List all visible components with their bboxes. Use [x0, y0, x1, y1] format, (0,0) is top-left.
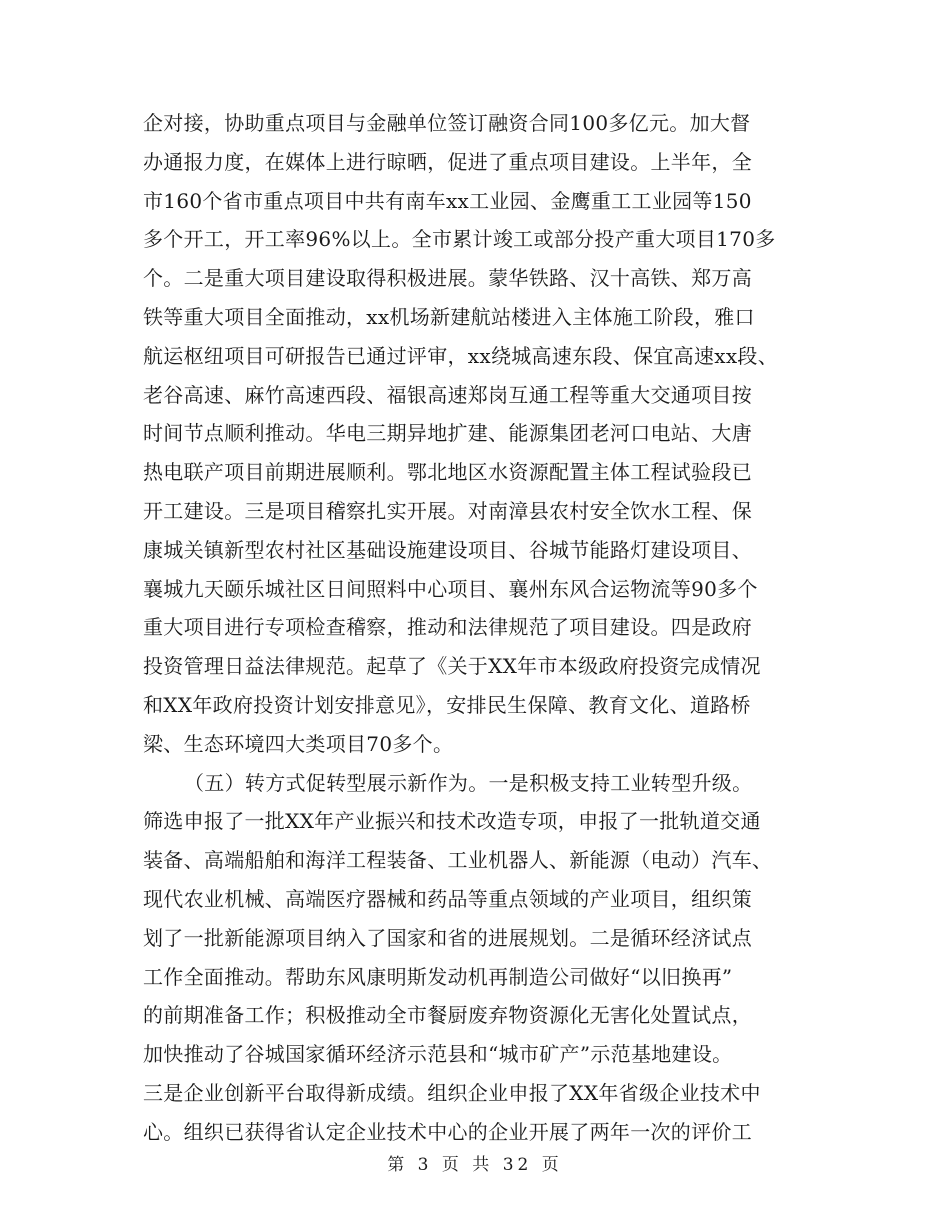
- text-line: 筛选申报了一批XX年产业振兴和技术改造专项，申报了一批轨道交通: [143, 809, 761, 834]
- text-line: 梁、生态环境四大类项目70多个。: [143, 731, 454, 756]
- text-line: 时间节点顺利推动。华电三期异地扩建、能源集团老河口电站、大唐: [143, 421, 752, 446]
- text-line: 个。二是重大项目建设取得积极进展。蒙华铁路、汉十高铁、郑万高: [143, 266, 752, 291]
- text-line: 开工建设。三是项目稽察扎实开展。对南漳县农村安全饮水工程、保: [143, 498, 752, 523]
- text-line: 热电联产项目前期进展顺利。鄂北地区水资源配置主体工程试验段已: [143, 460, 752, 485]
- text-line: 老谷高速、麻竹高速西段、福银高速郑岗互通工程等重大交通项目按: [143, 382, 752, 407]
- text-line: 襄城九天颐乐城社区日间照料中心项目、襄州东风合运物流等90多个: [143, 576, 758, 601]
- text-line: （五）转方式促转型展示新作为。一是积极支持工业转型升级。: [184, 770, 753, 795]
- text-line: 心。组织已获得省认定企业技术中心的企业开展了两年一次的评价工: [143, 1119, 752, 1144]
- text-line: 重大项目进行专项检查稽察，推动和法律规范了项目建设。四是政府: [143, 615, 752, 640]
- text-line: 航运枢纽项目可研报告已通过评审，xx绕城高速东段、保宜高速xx段、: [143, 343, 779, 368]
- body-text: [143, 104, 823, 1152]
- text-line: 划了一批新能源项目纳入了国家和省的进展规划。二是循环经济试点: [143, 925, 752, 950]
- text-line: 康城关镇新型农村社区基础设施建设项目、谷城节能路灯建设项目、: [143, 537, 752, 562]
- text-line: 工作全面推动。帮助东风康明斯发动机再制造公司做好“以旧换再”: [143, 964, 733, 989]
- text-line: 现代农业机械、高端医疗器械和药品等重点领域的产业项目，组织策: [143, 886, 752, 911]
- text-line: 装备、高端船舶和海洋工程装备、工业机器人、新能源（电动）汽车、: [143, 848, 773, 873]
- text-line: 的前期准备工作；积极推动全市餐厨废弃物资源化无害化处置试点，: [143, 1003, 752, 1028]
- text-line: 企对接，协助重点项目与金融单位签订融资合同100多亿元。加大督: [143, 111, 751, 135]
- text-line: 办通报力度，在媒体上进行晾晒，促进了重点项目建设。上半年，全: [143, 149, 752, 174]
- text-line: 三是企业创新平台取得新成绩。组织企业申报了XX年省级企业技术中: [143, 1080, 761, 1105]
- text-line: 多个开工，开工率96%以上。全市累计竣工或部分投产重大项目170多: [143, 227, 776, 252]
- text-line: 和XX年政府投资计划安排意见》，安排民生保障、教育文化、道路桥: [143, 692, 751, 717]
- text-line: 市160个省市重点项目中共有南车xx工业园、金鹰重工工业园等150: [143, 188, 752, 213]
- text-line: 投资管理日益法律规范。起草了《关于XX年市本级政府投资完成情况: [143, 654, 761, 679]
- text-line: 加快推动了谷城国家循环经济示范县和“城市矿产”示范基地建设。: [143, 1042, 733, 1067]
- page-footer: 第 3 页 共 32 页: [387, 1155, 563, 1175]
- text-line: 铁等重大项目全面推动，xx机场新建航站楼进入主体施工阶段，雅口: [143, 304, 755, 329]
